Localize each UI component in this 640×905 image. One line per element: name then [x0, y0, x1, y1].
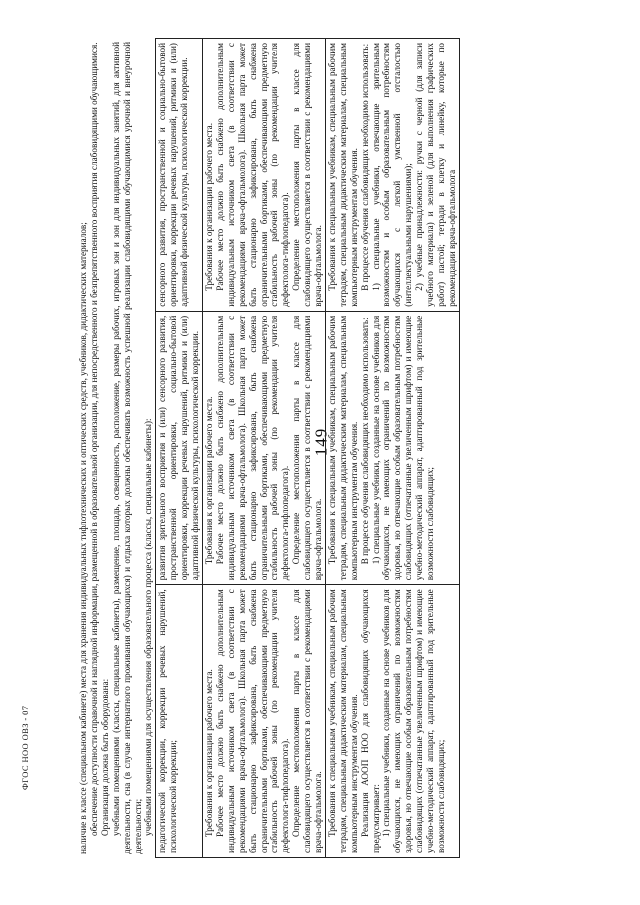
intro-paragraph: Организация должна быть оборудована:	[99, 678, 110, 836]
table-cell	[325, 311, 459, 585]
table-cell	[325, 585, 459, 858]
cell-text: В процессе обучения слабовидящих необходимо использовать:	[359, 43, 370, 291]
rotated-content	[78, 38, 588, 858]
cell-text: Определение местоположения парты в классе для слабовидящего осуществляется в соответствии с рекомендациями врача-офтальмолога.	[291, 43, 324, 307]
cell-text: 1) специальные учебники, созданные на основе учебников для обучающихся, не имеющих ограничений по возможностям здоровья, но отвечающие особым образовательным потребностям слабовидящих (отпечатанные увеличенным шрифтом) и имеющие учебно-методический аппарат, адаптированный под зрительные возможности слабовидящих;	[370, 315, 436, 581]
table-row	[156, 39, 203, 858]
table-cell	[156, 311, 203, 585]
table-cell	[202, 311, 325, 585]
table-cell	[202, 585, 325, 858]
cell-text: 1) специальные учебники, созданные на основе учебников для обучающихся, не имеющих ограничений по возможностям здоровья, но отвечающие особым образовательным потребностям слабовидящих (отпечатанные увеличенным шрифтом) и имеющие учебно-методический аппарат, адаптированный под зрительные возможности слабовидящих;	[381, 589, 446, 853]
cell-text: педагогической коррекции, коррекции речевых нарушений, психологической коррекции;	[157, 589, 179, 853]
cell-text: 1) специальные учебники, отвечающие зрительным возможностям и особым образовательным потребностям обучающихся с легкой умственной отсталостью (интеллектуальными нарушениями);	[370, 43, 414, 307]
intro-paragraph: учебными помещениями (классы, специальные кабинеты), размещение, площадь, освещенность, расположение, размеры рабочих, игровых зон и зон для индивидуальных занятий, для активной деятельности, сна (в случае интернатного проживания обучающихся) и отдыха которых должны обеспечивать возможность успешной реализации слабовидящими обучающимися урочной и внеурочной деятельности;	[110, 42, 143, 854]
cell-text: 2) учебные принадлежности: ручки с черной (для записи учебного материала) и зеленой (для выполнения графических работ) пастой; тетради в клетку и линейку, которые по рекомендации врача-офтальмолога	[414, 43, 457, 307]
cell-text: сенсорного развития, пространственной и социально-бытовой ориентировки, коррекции речевых нарушений, ритмики и (или) адаптивной физической культуры, психологической коррекции.	[157, 43, 190, 307]
cell-text: Реализация АООП НОО для слабовидящих обучающихся предусматривает:	[359, 589, 381, 853]
cell-text: Требования к организации рабочего места.	[203, 396, 214, 565]
cell-text: Определение местоположения парты в классе для слабовидящего осуществляется в соответствии с рекомендациями врача-офтальмолога.	[291, 589, 324, 853]
cell-text: Рабочее место должно быть снабжено дополнительным индивидуальным источником света (в соответствии с рекомендациями врача-офтальмолога). Школьная парта может быть стационарно зафиксирована, быть снабжена ограничительными бортиками, обеспечивающими предметную стабильность рабочей зоны (по рекомендации учителя дефектолога-тифлопедагога).	[214, 589, 291, 853]
cell-text: Рабочее место должно быть снабжено дополнительным индивидуальным источником света (в соответствии с рекомендациями врача-офтальмолога). Школьная парта может быть стационарно зафиксирована, быть снабжена ограничительными бортиками, обеспечивающими предметную стабильность рабочей зоны (по рекомендации учителя дефектолога-тифлопедагога).	[214, 315, 291, 581]
cell-text: Требования к специальным учебникам, специальным рабочим тетрадям, специальным дидактическим материалам, специальным компьютерным инструментам обучения.	[326, 43, 359, 307]
cell-text: Требования к организации рабочего места.	[203, 669, 214, 837]
intro-paragraph: наличие в классе (специальном кабинете) места для хранения индивидуальных тифлотехнических и оптических средств, учебников, дидактических материалов;	[78, 222, 88, 854]
requirements-table	[155, 38, 459, 858]
table-row	[325, 39, 459, 858]
cell-text: Требования к организации рабочего места.	[203, 122, 214, 291]
page-number: 149	[311, 427, 331, 457]
cell-text: развития зрительного восприятия и (или) сенсорного развития, пространственной ориентировки, социально-бытовой ориентировки, коррекции речевых нарушений, ритмики и (или) адаптивной физической культуры, психологической коррекции.	[157, 315, 201, 581]
cell-text: Определение местоположения парты в классе для слабовидящего осуществляется в соответствии с рекомендациями врача-офтальмолога.	[291, 315, 324, 581]
intro-paragraph: учебными помещениями для осуществления образовательного процесса (классы, специальные кабинеты):	[143, 418, 154, 836]
cell-text: Рабочее место должно быть снабжено дополнительным индивидуальным источником света (в соответствии с рекомендациями врача-офтальмолога). Школьная парта может быть стационарно зафиксирована, быть снабжена ограничительными бортиками, обеспечивающими предметную стабильность рабочей зоны (по рекомендации учителя дефектолога-тифлопедагога).	[214, 43, 291, 307]
footer-code: ФГОС НОО ОВЗ - 07	[20, 705, 30, 790]
table-cell	[156, 39, 203, 312]
intro-text	[78, 38, 154, 858]
table-cell	[202, 39, 325, 312]
table-cell	[325, 39, 459, 312]
cell-text: Требования к специальным учебникам, специальным рабочим тетрадям, специальным дидактическим материалам, специальным компьютерным инструментам обучения.	[326, 589, 359, 853]
table-cell	[156, 585, 203, 858]
intro-paragraph: обеспечение доступности справочной и наглядной информации, размещенной в образовательной организации, для непосредственного и безпрепятственного восприятия слабовидящими обучающимися.	[88, 42, 99, 836]
cell-text: В процессе обучения слабовидящих необходимо использовать:	[359, 317, 370, 565]
table-row	[202, 39, 325, 858]
cell-text: Требования к специальным учебникам, специальным рабочим тетрадям, специальным дидактическим материалам, специальным компьютерным инструментам обучения.	[326, 315, 359, 581]
